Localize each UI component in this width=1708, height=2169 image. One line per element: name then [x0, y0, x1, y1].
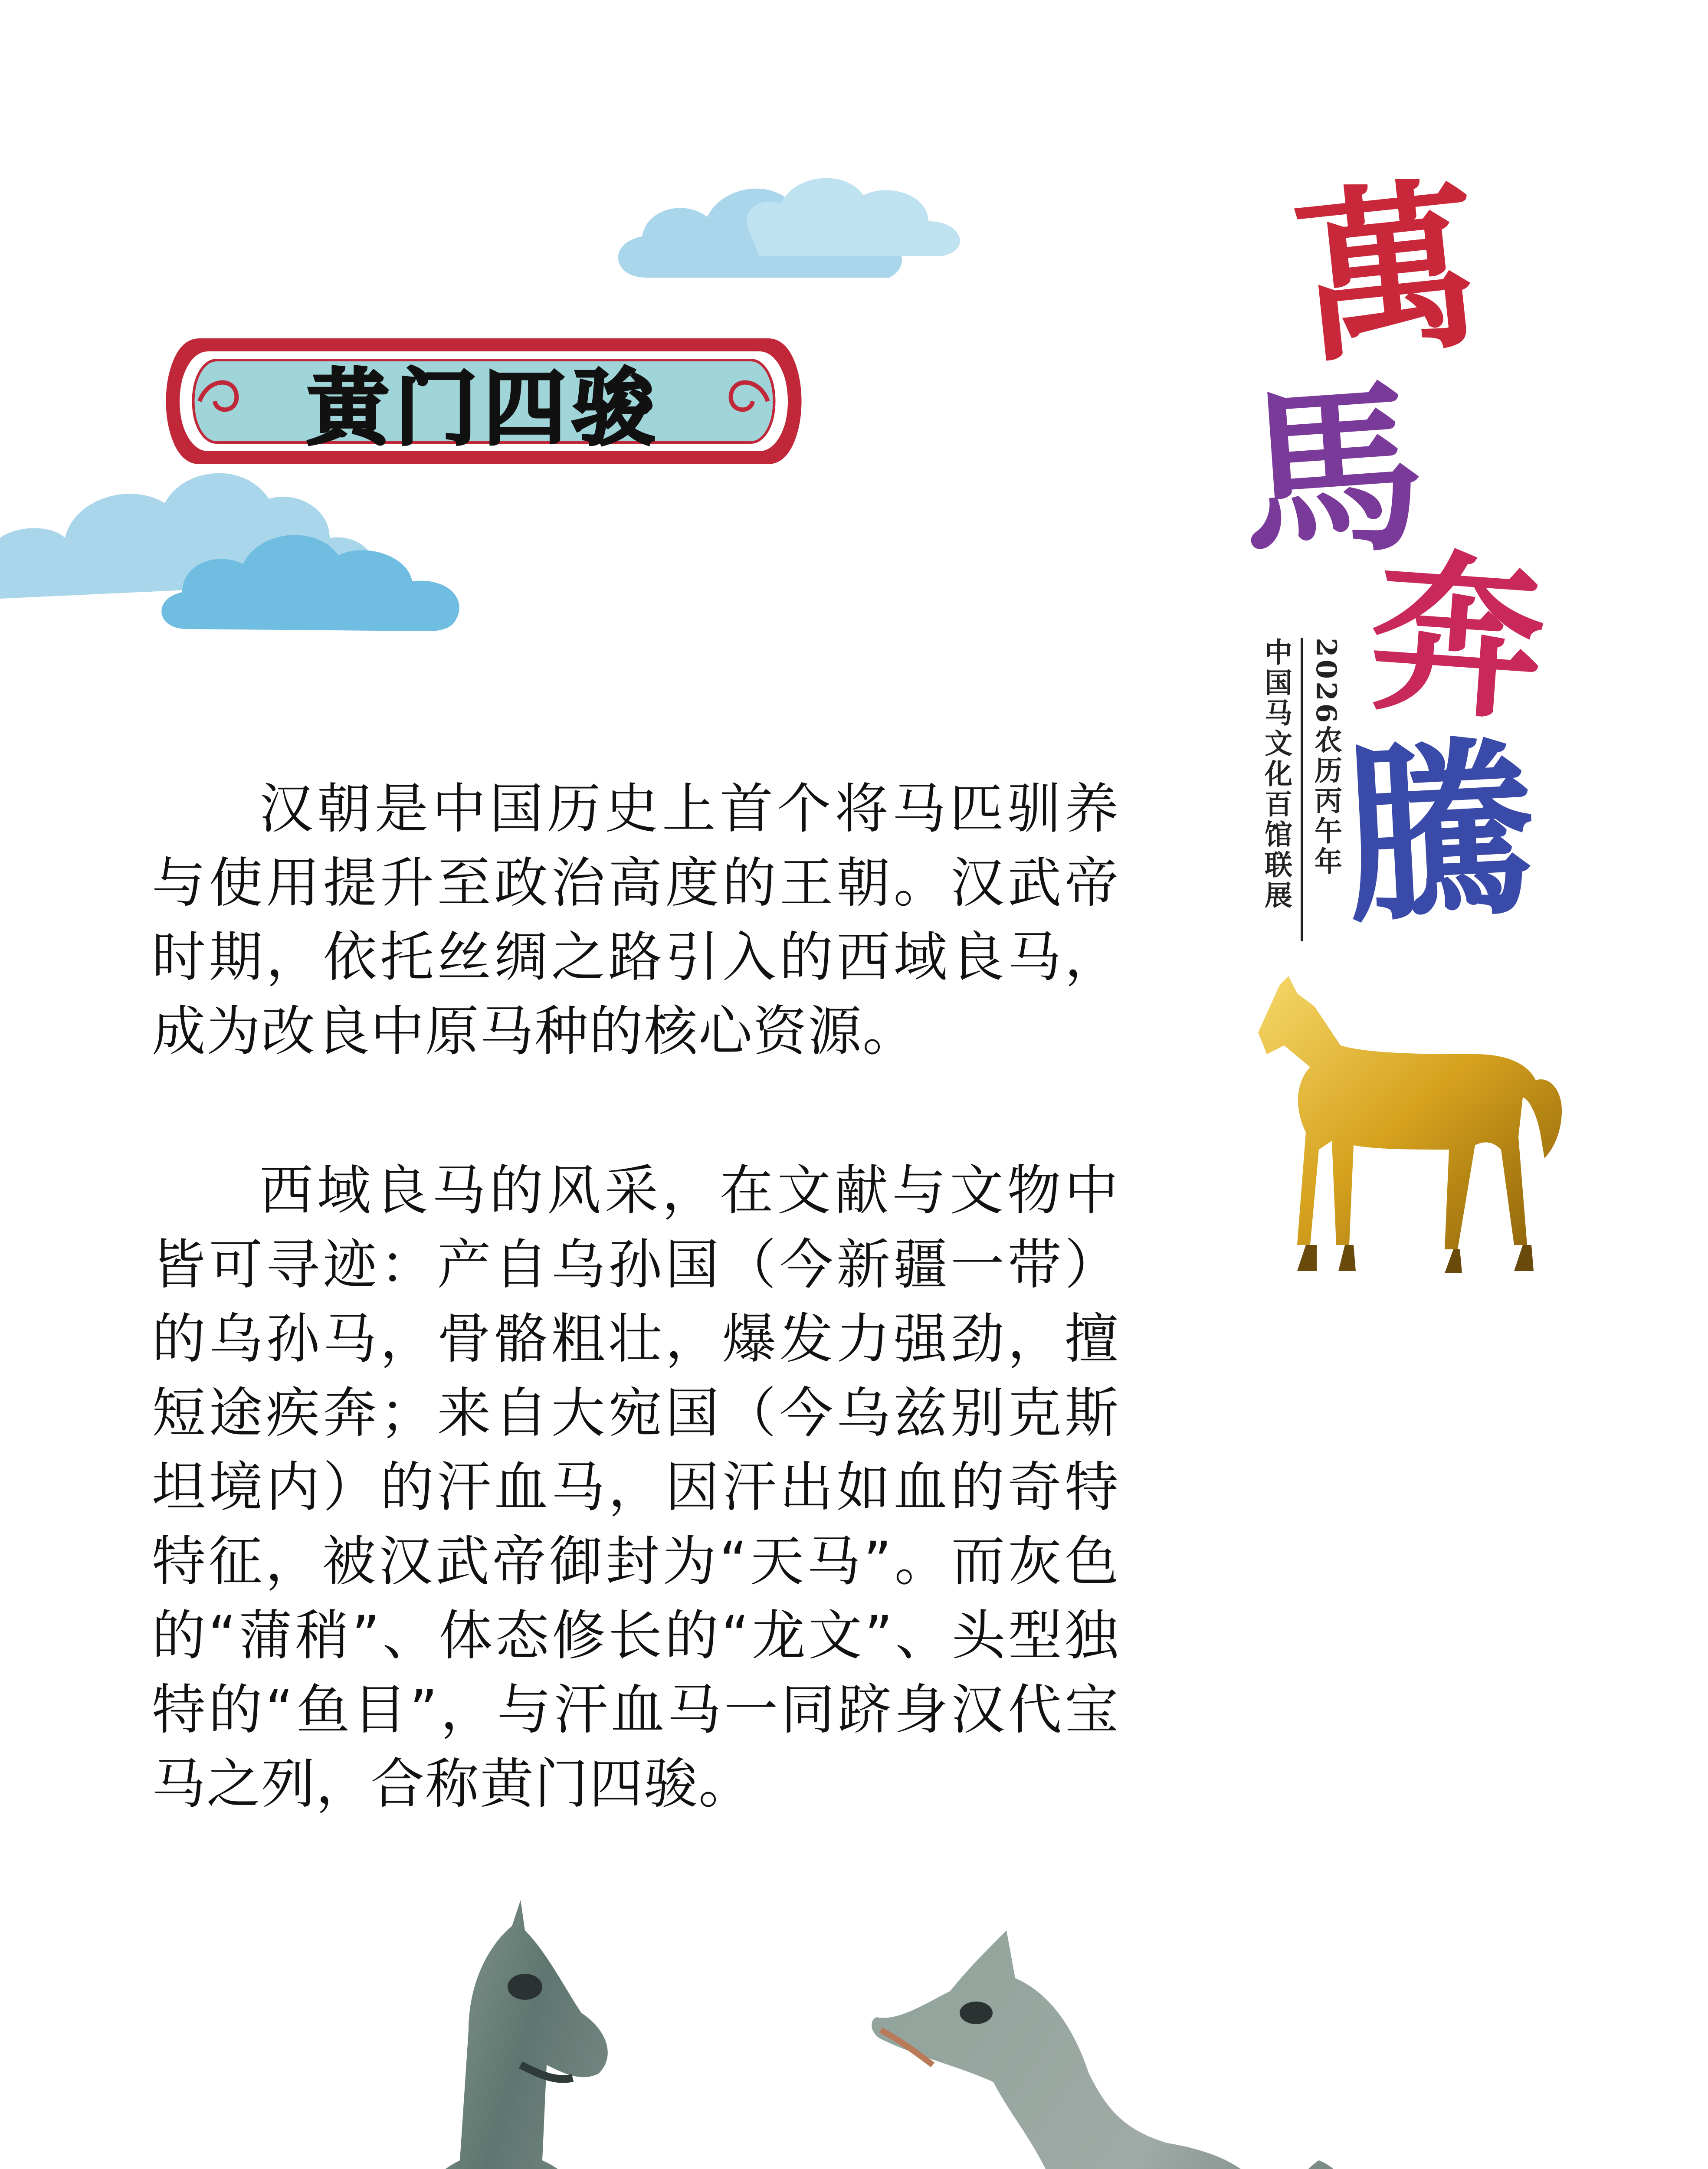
logo-char-wan: 萬 — [1286, 157, 1490, 389]
paragraph-1-text: 汉朝是中国历史上首个将马匹驯养与使用提升至政治高度的王朝。汉武帝时期，依托丝绸之路引入的西域良马，成为改良中原马种的核心资源。 — [152, 778, 1119, 1063]
logo-divider — [1301, 638, 1303, 941]
logo-char-teng: 騰 — [1339, 715, 1542, 950]
bronze-horse-curved-neck — [863, 1926, 1384, 2169]
logo-char-ma: 馬 — [1233, 359, 1430, 586]
cloud-top-icon — [594, 147, 985, 304]
page-title: 黄门四骏 — [306, 360, 661, 456]
paragraph-1 — [152, 772, 1119, 1069]
golden-horse-icon — [1241, 967, 1570, 1280]
logo-subtitle-year: 2026农历丙午年 — [1310, 638, 1342, 878]
logo-char-ben: 奔 — [1364, 530, 1551, 746]
paragraph-2 — [152, 1154, 1119, 1822]
paragraph-2-text: 西域良马的风采，在文献与文物中皆可寻迹：产自乌孙国（今新疆一带）的乌孙马，骨骼粗壮，爆发力强劲，擅短途疾奔；来自大宛国（今乌兹别克斯坦境内）的汗血马，因汗出如血的奇特特征，被汉武帝御封为“天马”。而灰色的“蒲稍”、体态修长的“龙文”、头型独特的“鱼目”，与汗血马一同跻身汉代宝马之列，合称黄门四骏。 — [152, 1160, 1119, 1815]
title-banner — [161, 330, 807, 473]
logo-subtitle-exhibition: 中国马文化百馆联展 — [1260, 638, 1292, 911]
bronze-horse-straight-neck — [338, 1900, 651, 2169]
